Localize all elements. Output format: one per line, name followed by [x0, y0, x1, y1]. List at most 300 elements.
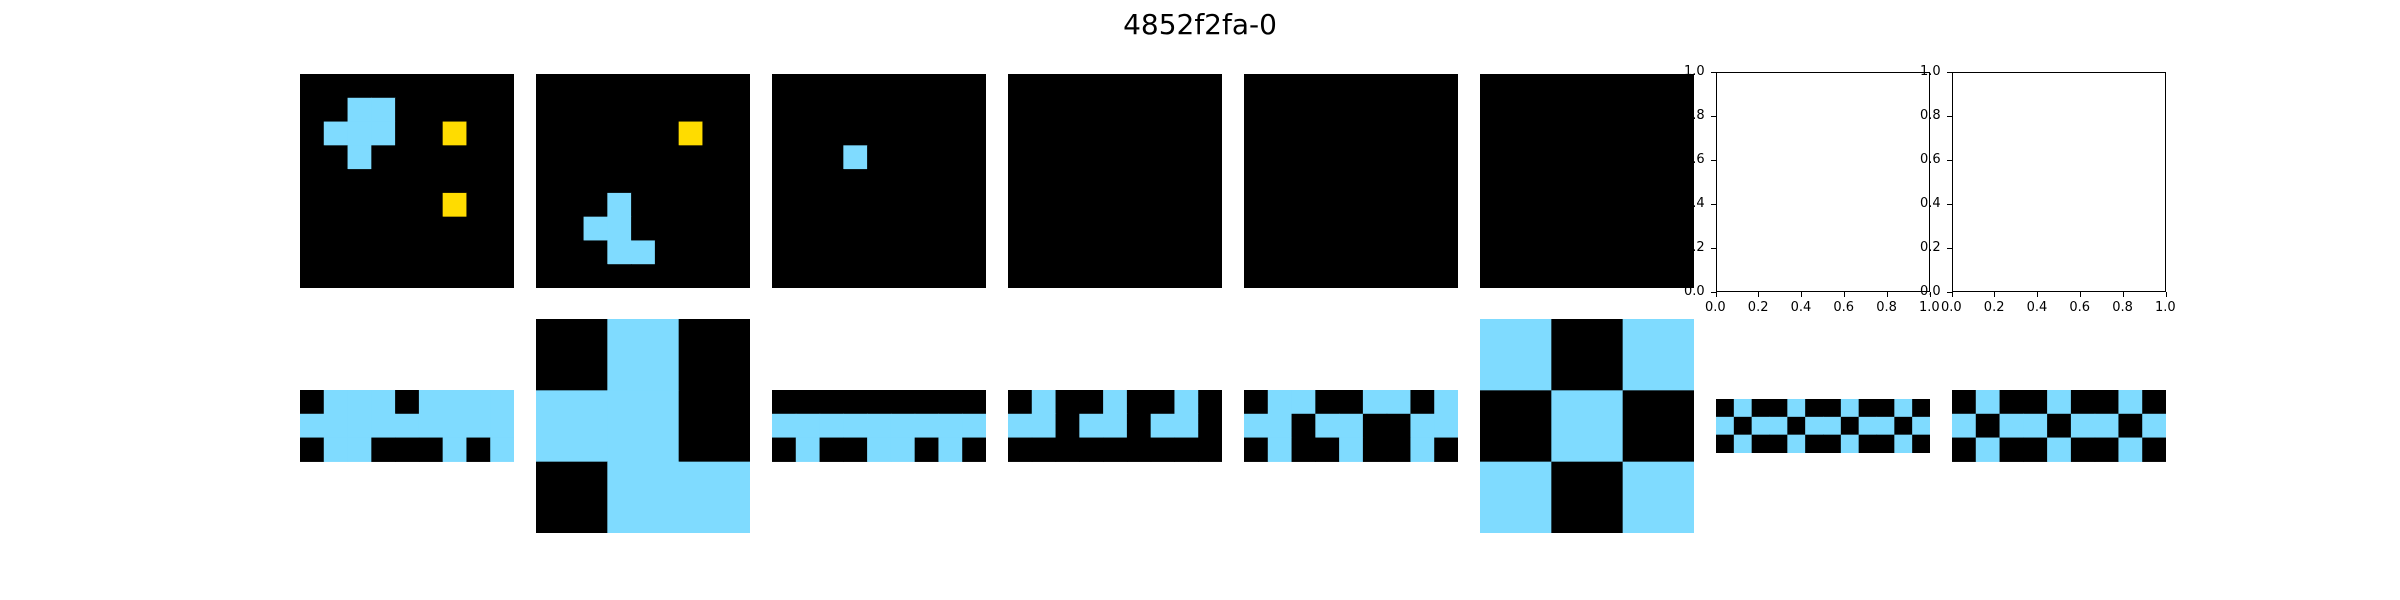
grid-cell — [2071, 438, 2095, 462]
grid-cell — [1079, 74, 1103, 98]
grid-cell — [419, 438, 443, 462]
grid-cell — [1315, 145, 1339, 169]
grid-cell — [1504, 193, 1528, 217]
grid-cell — [419, 169, 443, 193]
grid-cell — [1823, 435, 1841, 453]
grid-cell — [1504, 169, 1528, 193]
grid-cell — [631, 217, 655, 241]
grid-cell — [1151, 193, 1175, 217]
grid-cell — [324, 145, 348, 169]
grid-cell — [1032, 122, 1056, 146]
grid-cell — [1623, 145, 1647, 169]
grid-cell — [419, 264, 443, 288]
grid-cell — [1528, 145, 1552, 169]
grid-cell — [1151, 438, 1175, 462]
grid-cell — [371, 414, 395, 438]
grid-cell — [772, 122, 796, 146]
grid-cell — [1480, 145, 1504, 169]
grid-cell — [679, 74, 703, 98]
grid-cell — [915, 98, 939, 122]
grid-cell — [1480, 122, 1504, 146]
grid-cell — [1151, 264, 1175, 288]
grid-cell — [1079, 438, 1103, 462]
grid-cell — [1623, 122, 1647, 146]
grid-cell — [395, 217, 419, 241]
grid-cell — [1363, 240, 1387, 264]
grid-cell — [891, 169, 915, 193]
grid-cell — [1174, 169, 1198, 193]
grid-cell — [1315, 240, 1339, 264]
grid-cell — [796, 169, 820, 193]
grid-cell — [1528, 217, 1552, 241]
output-grid-6-svg — [1480, 319, 1694, 533]
grid-cell — [1339, 264, 1363, 288]
grid-cell — [1056, 122, 1080, 146]
grid-cell — [2023, 414, 2047, 438]
grid-cell — [300, 145, 324, 169]
grid-cell — [1480, 193, 1504, 217]
x-tick-label: 0.0 — [1941, 300, 1962, 315]
input-grid-4-svg — [1008, 74, 1222, 288]
grid-cell — [962, 438, 986, 462]
grid-cell — [1575, 122, 1599, 146]
grid-cell — [1339, 438, 1363, 462]
grid-cell — [938, 414, 962, 438]
grid-cell — [1008, 264, 1032, 288]
grid-cell — [1292, 438, 1316, 462]
grid-cell — [726, 122, 750, 146]
grid-cell — [915, 240, 939, 264]
grid-cell — [702, 98, 726, 122]
grid-cell — [490, 122, 514, 146]
y-tick-label: 0.4 — [1684, 196, 1705, 211]
x-tick-mark — [2080, 292, 2081, 297]
grid-cell — [560, 240, 584, 264]
grid-cell — [536, 193, 560, 217]
grid-cell — [1008, 414, 1032, 438]
grid-cell — [938, 240, 962, 264]
grid-cell — [1339, 240, 1363, 264]
grid-cell — [1434, 145, 1458, 169]
grid-cell — [466, 217, 490, 241]
grid-cell — [536, 390, 608, 462]
y-tick-label: 0.0 — [1684, 284, 1705, 299]
grid-cell — [1551, 264, 1575, 288]
grid-cell — [560, 264, 584, 288]
grid-cell — [324, 217, 348, 241]
grid-cell — [1716, 435, 1734, 453]
x-tick-mark — [1801, 292, 1802, 297]
grid-cell — [1008, 169, 1032, 193]
grid-cell — [1151, 74, 1175, 98]
grid-cell — [1008, 240, 1032, 264]
grid-cell — [1434, 390, 1458, 414]
grid-cell — [490, 217, 514, 241]
grid-cell — [1127, 217, 1151, 241]
grid-cell — [867, 74, 891, 98]
grid-cell — [1056, 240, 1080, 264]
grid-cell — [300, 74, 324, 98]
grid-cell — [395, 122, 419, 146]
grid-cell — [867, 217, 891, 241]
grid-cell — [348, 98, 372, 122]
grid-cell — [536, 98, 560, 122]
grid-cell — [1410, 74, 1434, 98]
grid-cell — [1032, 240, 1056, 264]
grid-cell — [1646, 264, 1670, 288]
grid-cell — [1528, 169, 1552, 193]
grid-cell — [1363, 217, 1387, 241]
grid-cell — [1528, 74, 1552, 98]
grid-cell — [1387, 414, 1411, 438]
grid-cell — [631, 122, 655, 146]
grid-cell — [1363, 390, 1387, 414]
grid-cell — [536, 319, 608, 391]
grid-cell — [726, 217, 750, 241]
grid-cell — [466, 438, 490, 462]
grid-cell — [1127, 98, 1151, 122]
y-tick-label: 1.0 — [1684, 64, 1705, 79]
grid-cell — [490, 390, 514, 414]
grid-cell — [1623, 74, 1647, 98]
y-tick-label: 0.8 — [1684, 108, 1705, 123]
grid-cell — [726, 98, 750, 122]
grid-cell — [395, 169, 419, 193]
y-tick-mark — [1711, 116, 1716, 117]
grid-cell — [1551, 462, 1623, 533]
grid-cell — [1410, 390, 1434, 414]
grid-cell — [938, 74, 962, 98]
x-tick-label: 0.2 — [1747, 300, 1769, 315]
grid-cell — [1670, 122, 1694, 146]
x-tick-mark — [2037, 292, 2038, 297]
grid-cell — [655, 264, 679, 288]
grid-cell — [1575, 217, 1599, 241]
grid-cell — [915, 145, 939, 169]
grid-cell — [1410, 438, 1434, 462]
grid-cell — [915, 169, 939, 193]
grid-cell — [1032, 414, 1056, 438]
grid-cell — [1268, 217, 1292, 241]
grid-cell — [1504, 264, 1528, 288]
input-grid-1 — [300, 74, 514, 288]
y-tick-mark — [1947, 292, 1952, 293]
x-tick-label: 0.8 — [1876, 300, 1897, 315]
grid-cell — [962, 122, 986, 146]
grid-cell — [1646, 169, 1670, 193]
grid-cell — [1103, 414, 1127, 438]
grid-cell — [1623, 240, 1647, 264]
grid-cell — [1008, 438, 1032, 462]
grid-cell — [1623, 98, 1647, 122]
grid-cell — [679, 264, 703, 288]
grid-cell — [726, 74, 750, 98]
grid-cell — [300, 217, 324, 241]
grid-cell — [1504, 145, 1528, 169]
grid-cell — [419, 74, 443, 98]
grid-cell — [915, 414, 939, 438]
grid-cell — [938, 193, 962, 217]
grid-cell — [1103, 390, 1127, 414]
y-tick-label: 0.2 — [1920, 240, 1941, 255]
grid-cell — [796, 74, 820, 98]
input-grid-3-svg — [772, 74, 986, 288]
grid-cell — [1292, 217, 1316, 241]
grid-cell — [679, 217, 703, 241]
output-grid-6 — [1480, 319, 1694, 533]
grid-cell — [702, 240, 726, 264]
grid-cell — [820, 122, 844, 146]
grid-cell — [1976, 438, 2000, 462]
grid-cell — [1410, 264, 1434, 288]
grid-cell — [1268, 264, 1292, 288]
grid-cell — [300, 390, 324, 414]
y-tick-mark — [1947, 72, 1952, 73]
grid-cell — [371, 217, 395, 241]
grid-cell — [2118, 390, 2142, 414]
grid-cell — [938, 98, 962, 122]
grid-cell — [631, 193, 655, 217]
grid-cell — [419, 414, 443, 438]
grid-cell — [1151, 217, 1175, 241]
grid-cell — [1079, 98, 1103, 122]
grid-cell — [1198, 169, 1222, 193]
grid-cell — [1315, 414, 1339, 438]
grid-cell — [1646, 122, 1670, 146]
grid-cell — [679, 145, 703, 169]
grid-cell — [1387, 74, 1411, 98]
grid-cell — [607, 217, 631, 241]
output-grid-4-svg — [1008, 390, 1222, 461]
input-grid-5 — [1244, 74, 1458, 288]
grid-cell — [1151, 122, 1175, 146]
grid-cell — [772, 438, 796, 462]
grid-cell — [584, 74, 608, 98]
grid-cell — [443, 169, 467, 193]
grid-cell — [796, 264, 820, 288]
grid-cell — [1032, 98, 1056, 122]
grid-cell — [1575, 98, 1599, 122]
grid-cell — [2142, 390, 2166, 414]
y-tick-label: 0.6 — [1920, 152, 1941, 167]
grid-cell — [655, 122, 679, 146]
grid-cell — [1623, 217, 1647, 241]
grid-cell — [1174, 414, 1198, 438]
grid-cell — [843, 390, 867, 414]
output-grid-2 — [536, 319, 750, 533]
x-tick-label: 0.0 — [1705, 300, 1726, 315]
grid-cell — [419, 193, 443, 217]
grid-cell — [443, 217, 467, 241]
grid-cell — [1976, 390, 2000, 414]
grid-cell — [607, 193, 631, 217]
grid-cell — [371, 264, 395, 288]
grid-cell — [560, 145, 584, 169]
grid-cell — [2118, 438, 2142, 462]
grid-cell — [1805, 399, 1823, 417]
grid-cell — [371, 74, 395, 98]
grid-cell — [679, 462, 750, 533]
grid-cell — [1912, 417, 1930, 435]
grid-cell — [1292, 169, 1316, 193]
grid-cell — [395, 98, 419, 122]
grid-cell — [371, 169, 395, 193]
grid-cell — [1752, 399, 1770, 417]
grid-cell — [679, 240, 703, 264]
grid-cell — [2047, 438, 2071, 462]
grid-cell — [1315, 122, 1339, 146]
grid-cell — [1387, 145, 1411, 169]
grid-cell — [1151, 145, 1175, 169]
grid-cell — [1551, 193, 1575, 217]
grid-cell — [1528, 193, 1552, 217]
grid-cell — [1410, 193, 1434, 217]
grid-cell — [962, 169, 986, 193]
grid-cell — [1575, 145, 1599, 169]
grid-cell — [419, 217, 443, 241]
grid-cell — [1528, 98, 1552, 122]
grid-cell — [1504, 98, 1528, 122]
grid-cell — [631, 240, 655, 264]
grid-cell — [536, 240, 560, 264]
grid-cell — [1339, 390, 1363, 414]
grid-cell — [938, 390, 962, 414]
grid-cell — [1244, 264, 1268, 288]
output-grid-2-svg — [536, 319, 750, 533]
input-grid-1-svg — [300, 74, 514, 288]
x-tick-label: 0.8 — [2112, 300, 2133, 315]
grid-cell — [891, 240, 915, 264]
grid-cell — [1268, 240, 1292, 264]
grid-cell — [1599, 169, 1623, 193]
y-tick-mark — [1711, 204, 1716, 205]
grid-cell — [395, 240, 419, 264]
grid-cell — [560, 74, 584, 98]
y-tick-mark — [1711, 72, 1716, 73]
grid-cell — [1599, 145, 1623, 169]
grid-cell — [1646, 74, 1670, 98]
grid-cell — [1551, 98, 1575, 122]
grid-cell — [1575, 74, 1599, 98]
grid-cell — [796, 390, 820, 414]
grid-cell — [300, 264, 324, 288]
grid-cell — [1198, 264, 1222, 288]
x-tick-mark — [1758, 292, 1759, 297]
grid-cell — [867, 169, 891, 193]
grid-cell — [348, 217, 372, 241]
grid-cell — [490, 145, 514, 169]
grid-cell — [867, 390, 891, 414]
x-tick-mark — [1994, 292, 1995, 297]
grid-cell — [324, 264, 348, 288]
grid-cell — [726, 193, 750, 217]
y-tick-label: 0.8 — [1920, 108, 1941, 123]
grid-cell — [1575, 264, 1599, 288]
grid-cell — [443, 264, 467, 288]
grid-cell — [443, 74, 467, 98]
grid-cell — [1198, 193, 1222, 217]
grid-cell — [1032, 169, 1056, 193]
grid-cell — [466, 145, 490, 169]
grid-cell — [1410, 414, 1434, 438]
grid-cell — [443, 390, 467, 414]
grid-cell — [2118, 414, 2142, 438]
grid-cell — [1174, 122, 1198, 146]
grid-cell — [1363, 438, 1387, 462]
grid-cell — [1127, 122, 1151, 146]
grid-cell — [1528, 122, 1552, 146]
grid-cell — [1363, 145, 1387, 169]
grid-cell — [1079, 217, 1103, 241]
grid-cell — [1198, 74, 1222, 98]
grid-cell — [867, 122, 891, 146]
grid-cell — [772, 264, 796, 288]
grid-cell — [1841, 417, 1859, 435]
grid-cell — [820, 169, 844, 193]
grid-cell — [324, 438, 348, 462]
grid-cell — [371, 438, 395, 462]
grid-cell — [1079, 193, 1103, 217]
grid-cell — [443, 193, 467, 217]
grid-cell — [631, 145, 655, 169]
grid-cell — [1008, 217, 1032, 241]
grid-cell — [915, 390, 939, 414]
grid-cell — [726, 264, 750, 288]
x-tick-mark — [1952, 292, 1953, 297]
grid-cell — [1103, 145, 1127, 169]
grid-cell — [2071, 414, 2095, 438]
grid-cell — [1127, 438, 1151, 462]
grid-cell — [536, 217, 560, 241]
grid-cell — [1127, 145, 1151, 169]
grid-cell — [1292, 264, 1316, 288]
grid-cell — [1805, 417, 1823, 435]
grid-cell — [655, 74, 679, 98]
y-tick-mark — [1947, 204, 1952, 205]
grid-cell — [1056, 193, 1080, 217]
y-tick-mark — [1711, 160, 1716, 161]
grid-cell — [1315, 438, 1339, 462]
grid-cell — [607, 98, 631, 122]
grid-cell — [1646, 193, 1670, 217]
grid-cell — [1174, 240, 1198, 264]
grid-cell — [1315, 169, 1339, 193]
grid-cell — [1151, 390, 1175, 414]
grid-cell — [867, 98, 891, 122]
grid-cell — [772, 145, 796, 169]
grid-cell — [891, 390, 915, 414]
grid-cell — [490, 264, 514, 288]
grid-cell — [796, 122, 820, 146]
x-tick-mark — [2123, 292, 2124, 297]
grid-cell — [2095, 390, 2119, 414]
grid-cell — [1387, 390, 1411, 414]
grid-cell — [1127, 414, 1151, 438]
grid-cell — [1551, 74, 1575, 98]
grid-cell — [1480, 240, 1504, 264]
grid-cell — [1103, 98, 1127, 122]
grid-cell — [1315, 264, 1339, 288]
grid-cell — [348, 145, 372, 169]
grid-cell — [1912, 435, 1930, 453]
grid-cell — [702, 217, 726, 241]
grid-cell — [466, 240, 490, 264]
grid-cell — [1623, 390, 1694, 462]
grid-cell — [1599, 264, 1623, 288]
grid-cell — [1103, 217, 1127, 241]
grid-cell — [1787, 399, 1805, 417]
grid-cell — [1315, 193, 1339, 217]
